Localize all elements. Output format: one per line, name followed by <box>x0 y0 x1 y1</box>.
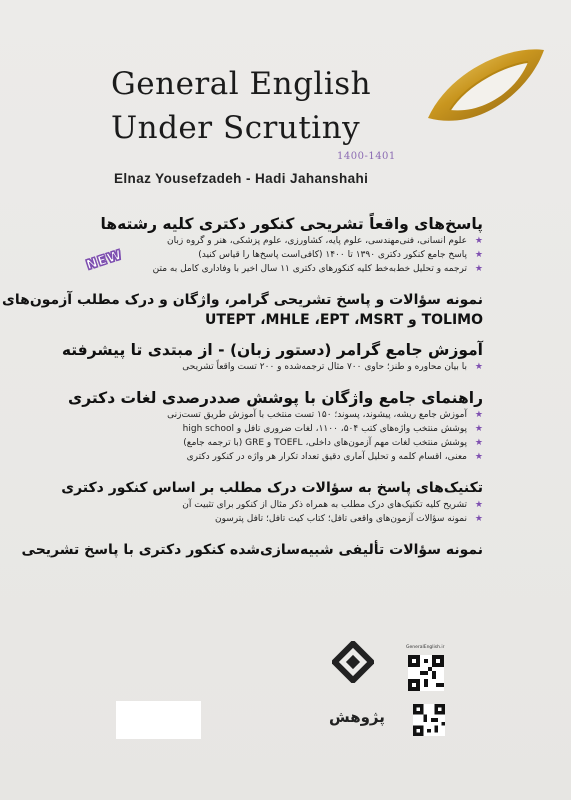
section-heading-line-2: TOLIMO و UTEPT ،MHLE ،EPT ،MSRT <box>205 312 483 328</box>
barcode-placeholder <box>116 701 201 739</box>
section-mock-tests <box>21 540 483 560</box>
qr-code-icon <box>408 655 444 691</box>
title-line-2: Under Scrutiny <box>111 110 361 146</box>
bullet-item: ★ با بیان محاوره و طنز؛ حاوی ۷۰۰ مثال ترجمه‌شده و ۲۰۰ تست واقعاً تشریحی <box>96 360 483 374</box>
section-heading: نمونه سؤالات و پاسخ تشریحی گرامر، واژگان و درک مطلب آزمون‌های <box>2 292 483 308</box>
book-title <box>111 62 371 150</box>
title-line-1: General English <box>111 66 372 102</box>
bullet-item: ★ پوشش منتخب لغات مهم آزمون‌های داخلی، TOEFL و GRE (با ترجمه جامع) <box>96 436 483 450</box>
qr-caption: GeneralEnglish.ir <box>406 645 445 650</box>
section-vocabulary <box>68 388 483 464</box>
publisher-name: پژوهش <box>329 708 385 726</box>
bullet-item: ★ ترجمه و تحلیل خط‌به‌خط کلیه کنکورهای دکتری ۱۱ سال اخیر با وفاداری کامل به متن <box>96 262 483 276</box>
bullet-item: ★ معنی، اقسام کلمه و تحلیل آماری دقیق تعداد تکرار هر واژه در کنکور دکتری <box>96 450 483 464</box>
publisher-logo-icon <box>332 641 374 683</box>
section-reading <box>61 478 483 526</box>
section-heading: راهنمای جامع واژگان با پوشش صددرصدی لغات دکتری <box>68 389 483 407</box>
bullet-item: ★ پاسخ جامع کنکور دکتری ۱۳۹۰ تا ۱۴۰۰ (کافی‌است پاسخ‌ها را قیاس کنید) <box>96 248 483 262</box>
bullet-item: ★ علوم انسانی، فنی‌مهندسی، علوم پایه، کشاورزی، علوم پزشکی، هنر و گروه زبان <box>96 234 483 248</box>
gold-ring-image <box>420 40 550 140</box>
qr-code-icon <box>413 704 445 736</box>
section-grammar <box>61 340 483 374</box>
section-heading: تکنیک‌های پاسخ به سؤالات درک مطلب بر اساس کنکور دکتری <box>61 480 483 496</box>
section-heading: آموزش جامع گرامر (دستور زبان) - از مبتدی تا پیشرفته <box>61 341 483 359</box>
section-exam-answers <box>96 214 483 276</box>
section-sample-tests <box>2 290 483 330</box>
features-list <box>2 200 483 560</box>
year-tag: 1400-1401 <box>337 151 396 162</box>
section-heading: نمونه سؤالات تألیفی شبیه‌سازی‌شده کنکور دکتری با پاسخ تشریحی <box>21 542 483 558</box>
section-heading: پاسخ‌های واقعاً تشریحی کنکور دکتری کلیه رشته‌ها <box>100 215 483 233</box>
authors: Elnaz Yousefzadeh - Hadi Jahanshahi <box>114 171 369 186</box>
bullet-item: ★ پوشش منتخب واژه‌های کتب ۵۰۴، ۱۱۰۰، لغات ضروری تافل و high school <box>96 422 483 436</box>
bullet-item: ★ نمونه سؤالات آزمون‌های واقعی تافل؛ کتاب کیت تافل؛ تافل پترسون <box>96 512 483 526</box>
bullet-item: ★ تشریح کلیه تکنیک‌های درک مطلب به همراه ذکر مثال از کنکور برای تثبیت آن <box>96 498 483 512</box>
bullet-item: ★ آموزش جامع ریشه، پیشوند، پسوند؛ ۱۵۰ تست منتخب با آموزش طریق تست‌زنی <box>96 408 483 422</box>
new-badge: NEW <box>84 247 125 274</box>
